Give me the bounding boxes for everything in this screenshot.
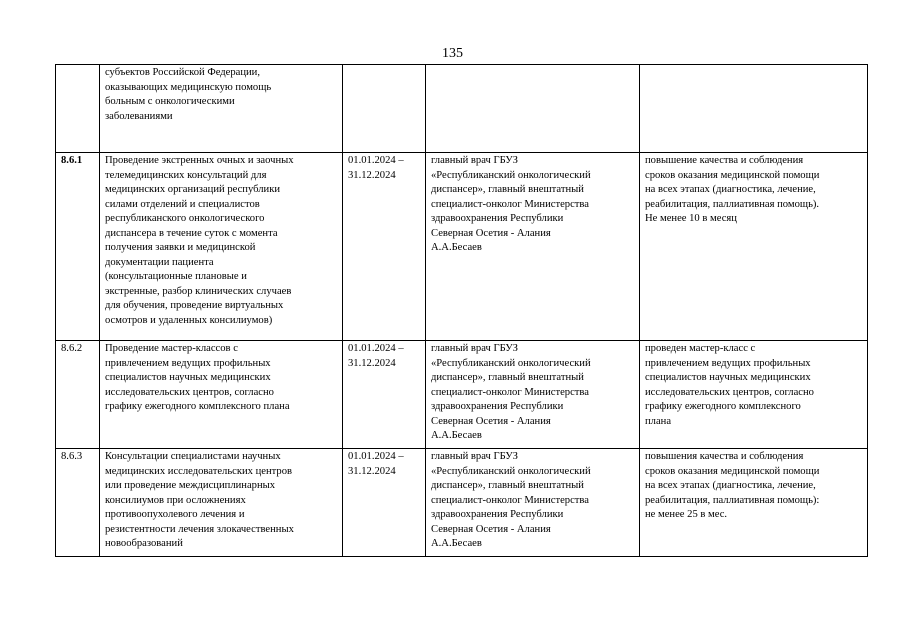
result-cell bbox=[640, 449, 868, 557]
term: 01.01.2024 – 31.12.2024 bbox=[348, 451, 404, 477]
table-row bbox=[56, 449, 868, 557]
item-number-cell bbox=[56, 341, 100, 449]
term-cell bbox=[343, 65, 426, 153]
responsible-cell bbox=[426, 341, 640, 449]
responsible-cell bbox=[426, 153, 640, 341]
page-number: 135 bbox=[442, 46, 463, 61]
term-cell bbox=[343, 153, 426, 341]
result-cell bbox=[640, 153, 868, 341]
result: повышение качества и соблюдения сроков оказания медицинской помощи на всех этапах (диагностика, лечение, реабилитация, паллиативная помощь). Не менее 10 в месяц bbox=[645, 155, 820, 224]
activity-name: Проведение мастер-классов с привлечением ведущих профильных специалистов научных медицинских исследовательских центров, согласно графику ежегодного комплексного плана bbox=[105, 343, 290, 412]
responsible: главный врач ГБУЗ «Республиканский онкологический диспансер», главный внештатный специалист-онколог Министерства здравоохранения Республики Северная Осетия - Алания А.А.Бесаев bbox=[431, 343, 591, 441]
responsible: главный врач ГБУЗ «Республиканский онкологический диспансер», главный внештатный специалист-онколог Министерства здравоохранения Республики Северная Осетия - Алания А.А.Бесаев bbox=[431, 155, 591, 253]
item-number: 8.6.2 bbox=[61, 343, 83, 354]
responsible: главный врач ГБУЗ «Республиканский онкологический диспансер», главный внештатный специалист-онколог Министерства здравоохранения Республики Северная Осетия - Алания А.А.Бесаев bbox=[431, 451, 591, 549]
activity-name: субъектов Российской Федерации, оказывающих медицинскую помощь больным с онкологическими заболеваниями bbox=[105, 67, 272, 122]
activity-name-cell bbox=[100, 341, 343, 449]
result: повышения качества и соблюдения сроков оказания медицинской помощи на всех этапах (диагностика, лечение, реабилитация, паллиативная помощь): не менее 25 в мес. bbox=[645, 451, 820, 520]
responsible-cell bbox=[426, 65, 640, 153]
result-cell bbox=[640, 341, 868, 449]
activity-name-cell bbox=[100, 65, 343, 153]
term: 01.01.2024 – 31.12.2024 bbox=[348, 343, 404, 369]
term: 01.01.2024 – 31.12.2024 bbox=[348, 155, 404, 181]
table-row bbox=[56, 65, 868, 153]
activity-name-cell bbox=[100, 449, 343, 557]
term-cell bbox=[343, 449, 426, 557]
item-number-cell bbox=[56, 153, 100, 341]
item-number-cell bbox=[56, 65, 100, 153]
activity-name: Консультации специалистами научных медицинских исследовательских центров или проведение междисциплинарных консилиумов при осложнениях противоопухолевого лечения и резистентности лечения злокачественных новообразований bbox=[105, 451, 294, 549]
term-cell bbox=[343, 341, 426, 449]
item-number-cell bbox=[56, 449, 100, 557]
item-number: 8.6.3 bbox=[61, 451, 83, 462]
item-number: 8.6.1 bbox=[61, 155, 83, 166]
activities-table bbox=[55, 64, 868, 557]
table-row bbox=[56, 153, 868, 341]
result: проведен мастер-класс с привлечением ведущих профильных специалистов научных медицинских исследовательских центров, согласно графику ежегодного комплексного плана bbox=[645, 343, 814, 427]
activity-name-cell bbox=[100, 153, 343, 341]
responsible-cell bbox=[426, 449, 640, 557]
table-row bbox=[56, 341, 868, 449]
result-cell bbox=[640, 65, 868, 153]
activity-name: Проведение экстренных очных и заочных телемедицинских консультаций для медицинских организаций республики силами отделений и специалистов республиканского онкологического диспансера в течение суток с момента получения заявки и медицинской документации пациента (консультационные плановые и экстренные, разбор клинических случаев для обучения, проведение виртуальных осмотров и удаленных консилиумов) bbox=[105, 155, 294, 326]
